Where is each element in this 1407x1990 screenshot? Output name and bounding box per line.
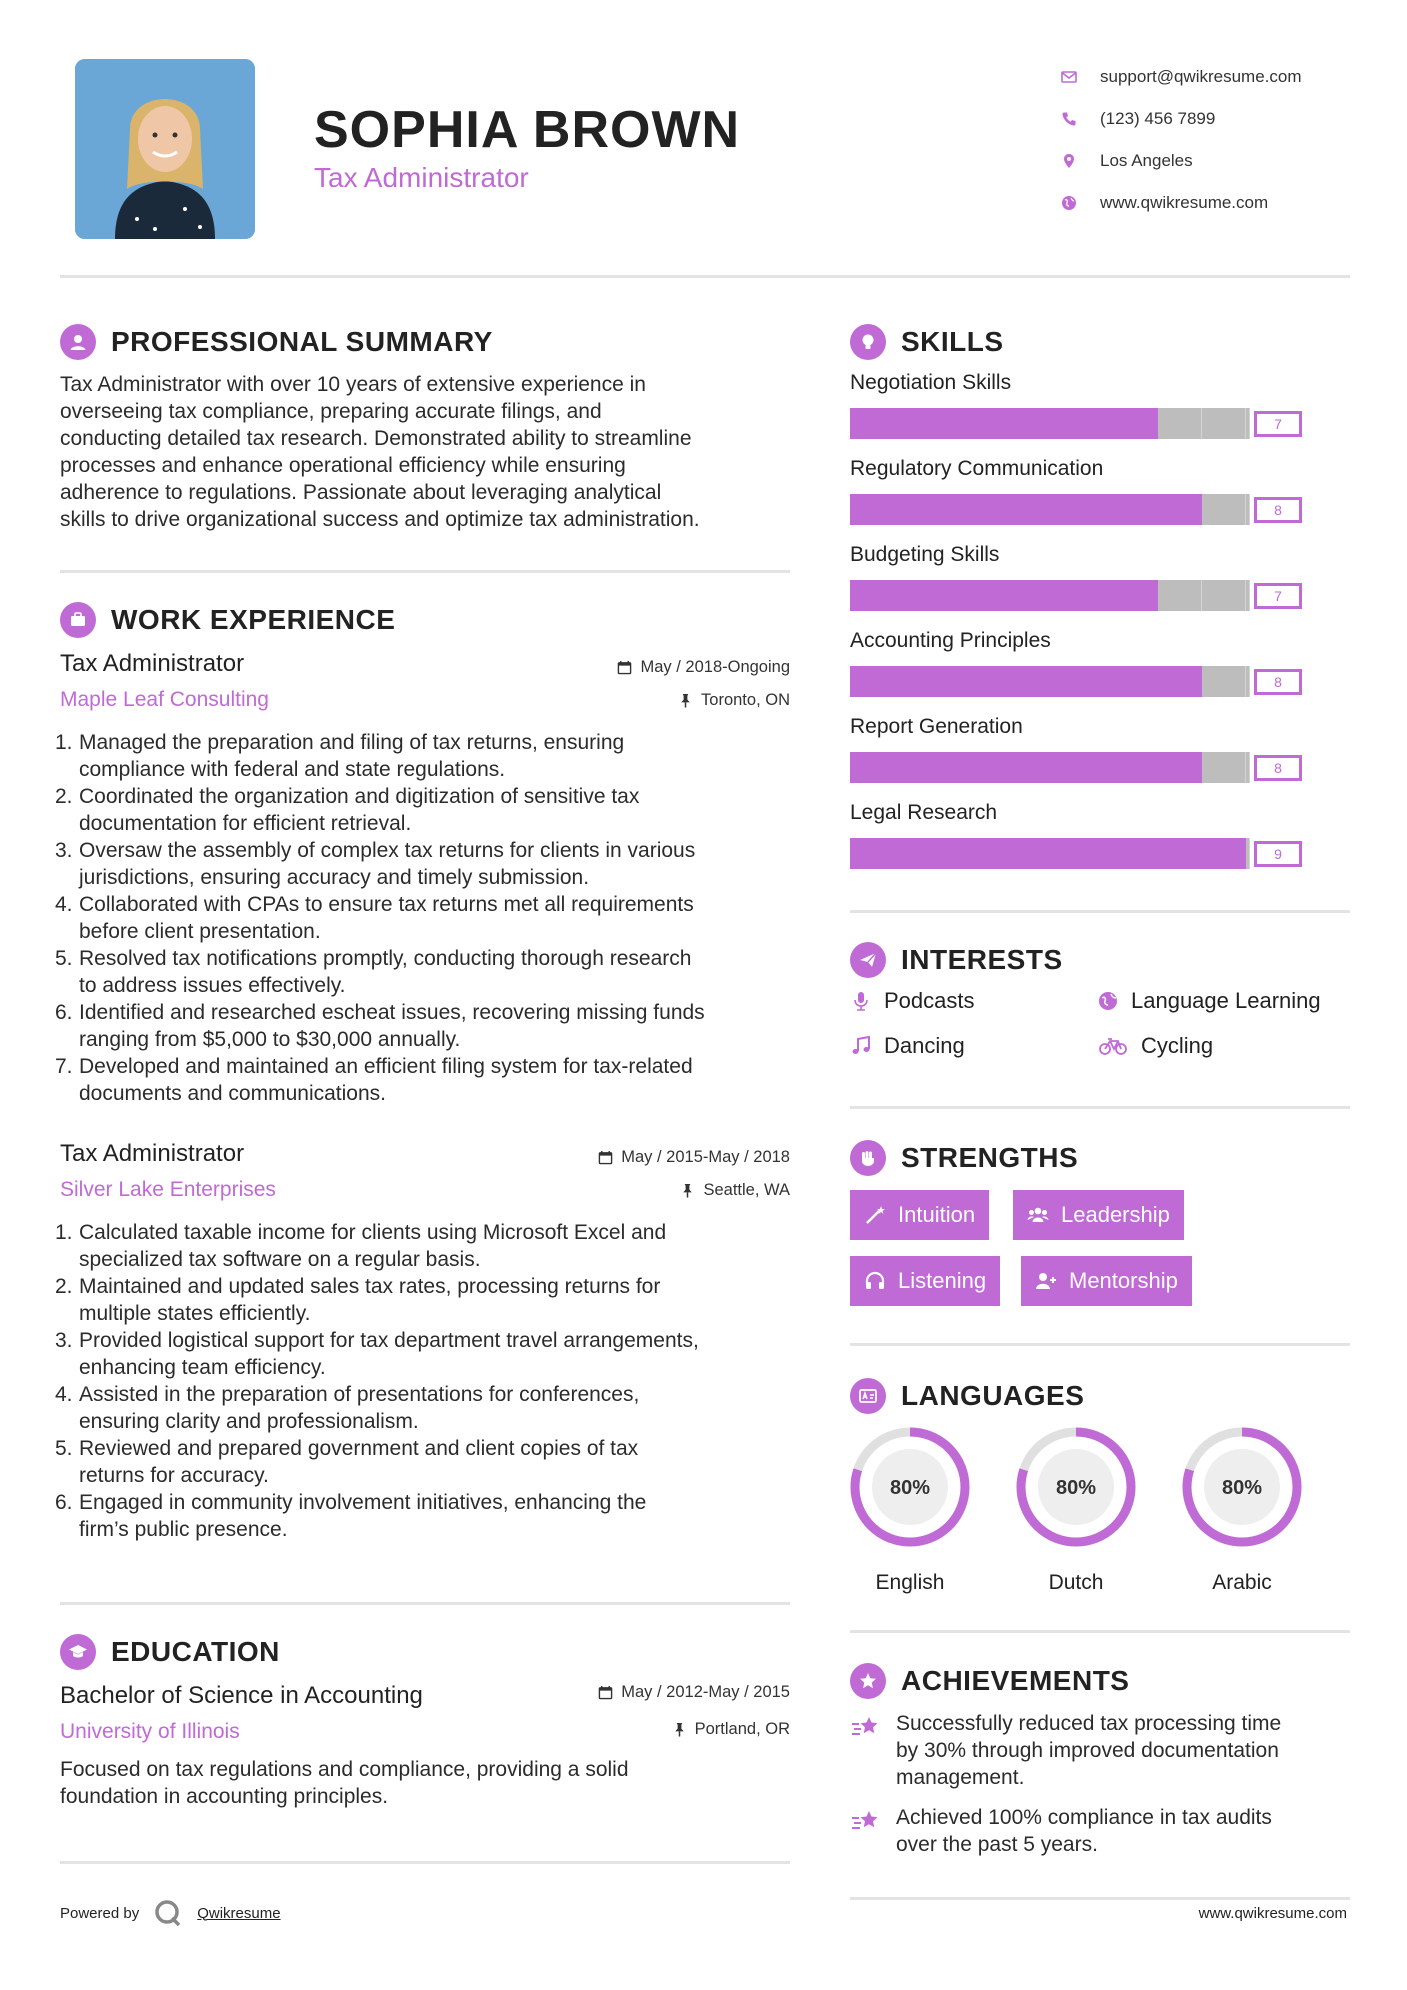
- strengths-heading: STRENGTHS: [901, 1142, 1079, 1173]
- strength-label: Listening: [898, 1268, 987, 1293]
- contact-email[interactable]: [1050, 56, 1350, 98]
- language-name: Dutch: [1048, 1571, 1104, 1594]
- job-dates: [500, 658, 790, 677]
- company-name: Maple Leaf Consulting: [60, 688, 269, 711]
- paper-plane-icon: [850, 942, 886, 978]
- interest-item: [850, 988, 975, 1014]
- skill-bar: [850, 838, 1350, 869]
- magic-wand-icon: [864, 1204, 886, 1226]
- skill-bar-fill: [850, 494, 1202, 525]
- interest-label: Language Learning: [1131, 988, 1321, 1013]
- interest-label: Dancing: [884, 1033, 965, 1058]
- skill-item: [850, 457, 1350, 543]
- languages-divider: [850, 1630, 1350, 1633]
- skill-label: Accounting Principles: [850, 629, 1051, 652]
- skill-bar-empty-segment: [1246, 838, 1250, 869]
- contact-location-text: Los Angeles: [1100, 151, 1193, 170]
- job-location-text: Toronto, ON: [701, 691, 790, 709]
- skill-bar-fill: [850, 666, 1202, 697]
- skill-bar: [850, 580, 1350, 611]
- skill-item: [850, 715, 1350, 801]
- briefcase-icon: [60, 602, 96, 638]
- language-name: Arabic: [1212, 1571, 1272, 1594]
- education-line: foundation in accounting principles.: [60, 1785, 389, 1808]
- user-icon: [60, 324, 96, 360]
- language-percent: 80%: [1055, 1477, 1097, 1499]
- summary-line: Tax Administrator with over 10 years of extensive experience in: [60, 373, 646, 396]
- achievement-item: [850, 1804, 1350, 1858]
- interest-item: [1097, 1033, 1213, 1059]
- education-dates-text: May / 2012-May / 2015: [621, 1683, 790, 1701]
- globe-icon: [1050, 195, 1088, 211]
- language-percent: 80%: [1221, 1477, 1263, 1499]
- star-badge-icon: [850, 1663, 886, 1699]
- strength-tag: [850, 1190, 989, 1240]
- interest-label: Cycling: [1141, 1033, 1214, 1058]
- summary-line: skills to drive organizational success and optimize tax administration.: [60, 508, 700, 531]
- skill-label: Negotiation Skills: [850, 371, 1012, 394]
- skill-score: 8: [1254, 497, 1302, 523]
- job-bullets: [55, 729, 800, 1107]
- skill-bar-fill: [850, 752, 1202, 783]
- headphones-icon: [864, 1270, 886, 1292]
- languages-heading: LANGUAGES: [901, 1380, 1085, 1411]
- list-item: 2. Maintained and updated sales tax rates, processing returns for multiple states efficiently.: [55, 1275, 661, 1325]
- language-item: [840, 1425, 980, 1595]
- skill-label: Report Generation: [850, 715, 1023, 738]
- skill-bar-empty-segment: [1202, 494, 1246, 525]
- strength-label: Intuition: [898, 1202, 976, 1227]
- list-item: 5. Reviewed and prepared government and client copies of tax returns for accuracy.: [55, 1437, 639, 1487]
- candidate-name: SOPHIA BROWN: [314, 101, 741, 159]
- list-item: 1. Managed the preparation and filing of tax returns, ensuring compliance with federal and state regulations.: [55, 731, 625, 781]
- job-dates: [500, 1148, 790, 1167]
- education-location-text: Portland, OR: [694, 1720, 790, 1738]
- globe-icon: [1097, 990, 1119, 1012]
- contact-phone-text: (123) 456 7899: [1100, 109, 1216, 128]
- job-location: [500, 691, 790, 710]
- list-item: 5. Resolved tax notifications promptly, conducting thorough research to address issues effectively.: [55, 947, 692, 997]
- list-item: 2. Coordinated the organization and digitization of sensitive tax documentation for efficient retrieval.: [55, 785, 640, 835]
- interests-heading: INTERESTS: [901, 944, 1063, 975]
- strength-label: Leadership: [1061, 1202, 1170, 1227]
- calendar-icon: [598, 1150, 613, 1165]
- pushpin-icon: [680, 1183, 695, 1198]
- skill-score: 7: [1254, 583, 1302, 609]
- contact-phone[interactable]: [1050, 98, 1350, 140]
- microphone-icon: [850, 990, 872, 1012]
- school-name: University of Illinois: [60, 1720, 240, 1743]
- list-item: 4. Collaborated with CPAs to ensure tax returns met all requirements before client presentation.: [55, 893, 694, 943]
- skill-score: 8: [1254, 669, 1302, 695]
- contact-website-text: www.qwikresume.com: [1100, 193, 1269, 212]
- list-item: 6. Engaged in community involvement initiatives, enhancing the firm’s public presence.: [55, 1491, 647, 1541]
- skill-bar: [850, 666, 1350, 697]
- header-divider: [60, 275, 1350, 278]
- skill-label: Regulatory Communication: [850, 457, 1104, 480]
- powered-by-text: Powered by: [60, 1904, 140, 1922]
- list-item: 4. Assisted in the preparation of presentations for conferences, ensuring clarity and professionalism.: [55, 1383, 640, 1433]
- group-icon: [1027, 1204, 1049, 1226]
- education-location: [500, 1720, 790, 1739]
- skill-item: [850, 543, 1350, 629]
- skill-item: [850, 801, 1350, 887]
- skill-bar-empty-segment: [1246, 580, 1250, 611]
- skill-bar: [850, 494, 1350, 525]
- bicycle-icon: [1097, 1035, 1129, 1057]
- skills-heading: SKILLS: [901, 326, 1004, 357]
- interest-item: [1097, 988, 1321, 1014]
- skill-score: 9: [1254, 841, 1302, 867]
- skill-bar: [850, 408, 1350, 439]
- qwikresume-logo-icon: [153, 1898, 183, 1928]
- list-item: 1. Calculated taxable income for clients using Microsoft Excel and specialized tax software on a regular basis.: [55, 1221, 667, 1271]
- interests-divider: [850, 1106, 1350, 1109]
- degree-title: Bachelor of Science in Accounting: [60, 1682, 423, 1709]
- location-pin-icon: [1050, 153, 1088, 169]
- job-location-text: Seattle, WA: [703, 1181, 790, 1199]
- skill-bar-fill: [850, 580, 1158, 611]
- contact-location: [1050, 140, 1350, 182]
- list-item: 7. Developed and maintained an efficient filing system for tax-related documents and communications.: [55, 1055, 693, 1105]
- skill-score: 7: [1254, 411, 1302, 437]
- add-user-icon: [1035, 1270, 1057, 1292]
- shooting-star-icon: [850, 1712, 882, 1742]
- list-item: 3. Oversaw the assembly of complex tax returns for clients in various jurisdictions, ensuring accuracy and timely submission.: [55, 839, 696, 889]
- skill-bar-empty-segment: [1202, 580, 1246, 611]
- strength-tag: [1013, 1190, 1184, 1240]
- music-note-icon: [850, 1035, 872, 1057]
- skills-divider: [850, 910, 1350, 913]
- job-location: [500, 1181, 790, 1200]
- education-dates: [500, 1683, 790, 1702]
- pushpin-icon: [678, 693, 693, 708]
- language-progress-ring: [1180, 1425, 1304, 1549]
- skill-label: Legal Research: [850, 801, 998, 824]
- language-progress-ring: [1014, 1425, 1138, 1549]
- job-dates-text: May / 2015-May / 2018: [621, 1148, 790, 1166]
- summary-line: overseeing tax compliance, preparing accurate filings, and: [60, 400, 602, 423]
- strength-tag: [1021, 1256, 1192, 1306]
- strengths-divider: [850, 1343, 1350, 1346]
- profile-photo: [75, 59, 255, 239]
- email-icon: [1050, 69, 1088, 85]
- education-heading: EDUCATION: [111, 1636, 280, 1667]
- achievements-heading: ACHIEVEMENTS: [901, 1665, 1130, 1696]
- contact-list: [1050, 56, 1350, 224]
- list-item: 3. Provided logistical support for tax department travel arrangements, enhancing team efficiency.: [55, 1329, 699, 1379]
- skill-bar-empty-segment: [1246, 666, 1250, 697]
- language-item: [1172, 1425, 1312, 1595]
- experience-divider: [60, 1602, 790, 1605]
- skill-bar-empty-segment: [1246, 408, 1250, 439]
- summary-line: conducting detailed tax research. Demonstrated ability to streamline: [60, 427, 692, 450]
- skill-bar-empty-segment: [1158, 580, 1202, 611]
- shooting-star-icon: [850, 1806, 882, 1836]
- experience-heading: WORK EXPERIENCE: [111, 604, 396, 635]
- company-name: Silver Lake Enterprises: [60, 1178, 276, 1201]
- education-divider: [60, 1861, 790, 1864]
- candidate-title: Tax Administrator: [314, 162, 529, 193]
- lightbulb-icon: [850, 324, 886, 360]
- qwikresume-link[interactable]: Qwikresume: [197, 1904, 281, 1922]
- interest-label: Podcasts: [884, 988, 975, 1013]
- list-item: 6. Identified and researched escheat issues, recovering missing funds ranging from $5,000 to $30,000 annually.: [55, 1001, 705, 1051]
- phone-icon: [1050, 111, 1088, 127]
- skills-list: [850, 371, 1350, 887]
- language-progress-ring: [848, 1425, 972, 1549]
- interest-item: [850, 1033, 965, 1059]
- achievements-divider: [850, 1897, 1350, 1900]
- skill-label: Budgeting Skills: [850, 543, 1000, 566]
- skill-bar-empty-segment: [1246, 494, 1250, 525]
- job-title: Tax Administrator: [60, 1140, 245, 1167]
- skill-item: [850, 371, 1350, 457]
- language-card-icon: [850, 1378, 886, 1414]
- skill-bar-fill: [850, 838, 1246, 869]
- skill-bar-empty-segment: [1246, 752, 1250, 783]
- skill-bar-empty-segment: [1202, 752, 1246, 783]
- achievement-text: Achieved 100% compliance in tax audits over the past 5 years.: [896, 1806, 1272, 1856]
- language-name: English: [875, 1571, 945, 1594]
- graduation-cap-icon: [60, 1634, 96, 1670]
- skill-bar-empty-segment: [1202, 408, 1246, 439]
- skill-bar: [850, 752, 1350, 783]
- fist-icon: [850, 1140, 886, 1176]
- skill-item: [850, 629, 1350, 715]
- calendar-icon: [598, 1685, 613, 1700]
- skill-bar-empty-segment: [1202, 666, 1246, 697]
- summary-heading: PROFESSIONAL SUMMARY: [111, 326, 493, 357]
- calendar-icon: [617, 660, 632, 675]
- job-title: Tax Administrator: [60, 650, 245, 677]
- contact-website[interactable]: [1050, 182, 1350, 224]
- strength-label: Mentorship: [1069, 1268, 1178, 1293]
- strength-tag: [850, 1256, 1000, 1306]
- achievement-text: Successfully reduced tax processing time by 30% through improved documentation management.: [896, 1712, 1282, 1789]
- skill-bar-empty-segment: [1158, 408, 1202, 439]
- footer-powered-by: [60, 1898, 281, 1928]
- contact-email-text: support@qwikresume.com: [1100, 67, 1302, 86]
- summary-line: processes and enhance operational efficiency while ensuring: [60, 454, 626, 477]
- skill-score: 8: [1254, 755, 1302, 781]
- education-line: Focused on tax regulations and compliance, providing a solid: [60, 1758, 629, 1781]
- job-bullets: [55, 1219, 800, 1543]
- summary-divider: [60, 570, 790, 573]
- language-item: [1006, 1425, 1146, 1595]
- education-description: [60, 1756, 800, 1810]
- pushpin-icon: [672, 1722, 687, 1737]
- footer-url[interactable]: www.qwikresume.com: [1198, 1905, 1347, 1922]
- summary-line: adherence to regulations. Passionate about leveraging analytical: [60, 481, 662, 504]
- job-dates-text: May / 2018-Ongoing: [640, 658, 790, 676]
- summary-text: [60, 371, 800, 533]
- skill-bar-fill: [850, 408, 1158, 439]
- languages-list: [840, 1425, 1350, 1595]
- language-percent: 80%: [889, 1477, 931, 1499]
- achievement-item: [850, 1710, 1350, 1791]
